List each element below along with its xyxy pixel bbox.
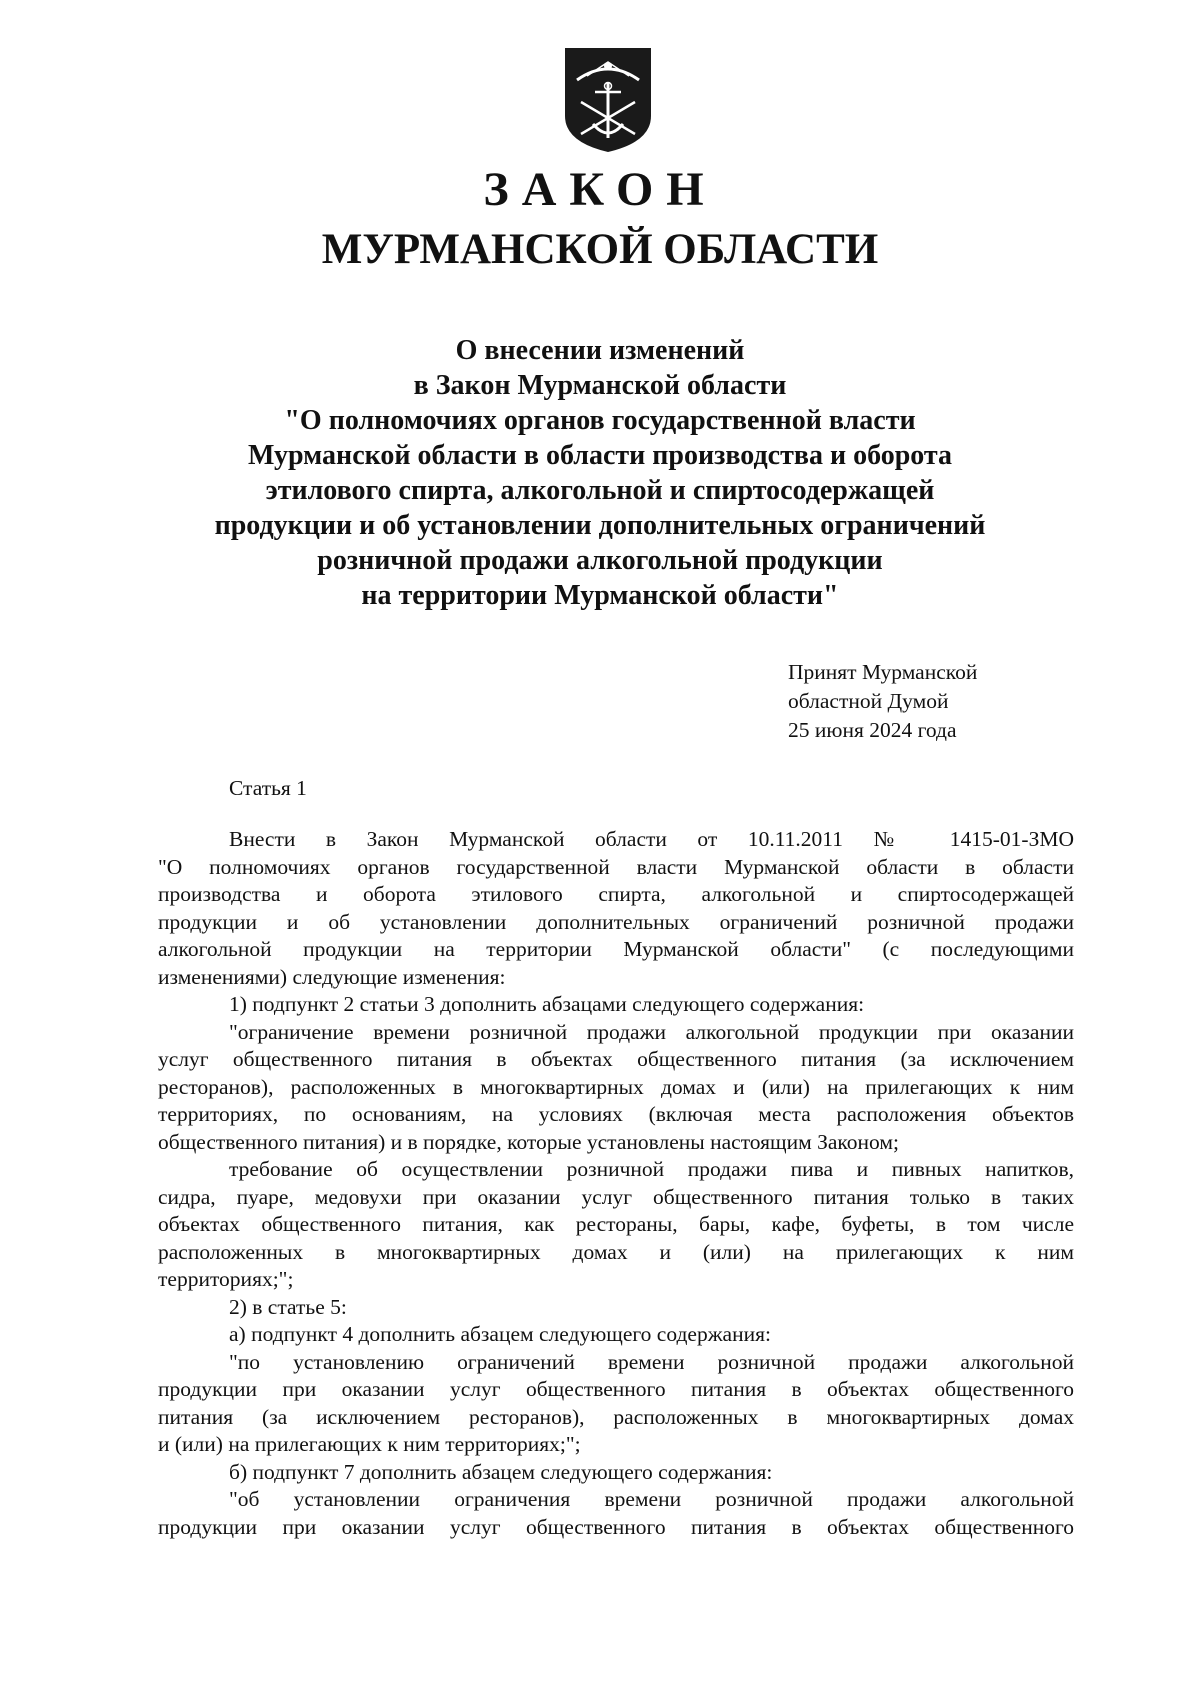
body-line: требование об осуществлении розничной продажи пива и пивных напитков, [229, 1157, 1074, 1181]
subtitle-line: Мурманской области в области производства и оборота [247, 440, 953, 471]
body-line: продукции и об установлении дополнительных ограничений розничной продажи [158, 909, 1074, 934]
subtitle-line: розничной продажи алкогольной продукции [317, 545, 883, 576]
body-line: сидра, пуаре, медовухи при оказании услуг общественного питания только в таких [158, 1184, 1074, 1209]
body-line: "об установлении ограничения времени розничной продажи алкогольной [229, 1487, 1074, 1511]
subtitle-line: О внесении изменений [455, 335, 745, 366]
subtitle-line: продукции и об установлении дополнительных ограничений [214, 510, 986, 541]
subtitle-line: на территории Мурманской области" [361, 580, 839, 611]
subtitle-line: этилового спирта, алкогольной и спиртосодержащей [265, 475, 935, 506]
adoption-date: 25 июня 2024 года [788, 718, 957, 742]
murmansk-coat-of-arms-icon [563, 46, 653, 154]
article-heading: Статья 1 [229, 776, 307, 800]
article-body [158, 826, 1074, 1541]
subtitle-line: в Закон Мурманской области [413, 370, 787, 401]
body-line: и (или) на прилегающих к ним территориях;"; [158, 1432, 581, 1456]
document-title: ЗАКОН [483, 163, 717, 216]
body-line: территориях, по основаниям, на условиях (включая места расположения объектов [158, 1102, 1074, 1126]
body-line: изменениями) следующие изменения: [158, 964, 506, 989]
body-line: Внести в Закон Мурманской области от 10.11.2011 № 1415-01-ЗМО [229, 827, 1074, 851]
adoption-line: Принят Мурманской [788, 660, 978, 684]
subtitle-line: "О полномочиях органов государственной власти [284, 405, 916, 436]
body-line: б) подпункт 7 дополнить абзацем следующего содержания: [229, 1459, 773, 1484]
body-line: "по установлению ограничений времени розничной продажи алкогольной [229, 1349, 1074, 1374]
body-line: "ограничение времени розничной продажи алкогольной продукции при оказании [229, 1019, 1074, 1044]
body-line: ресторанов), расположенных в многоквартирных домах и (или) на прилегающих к ним [158, 1074, 1074, 1099]
body-line: общественного питания) и в порядке, которые установлены настоящим Законом; [158, 1129, 899, 1154]
body-line: питания (за исключением ресторанов), расположенных в многоквартирных домах [158, 1404, 1074, 1429]
body-line: алкогольной продукции на территории Мурманской области" (с последующими [158, 937, 1074, 961]
body-line: 2) в статье 5: [229, 1294, 347, 1319]
body-line: а) подпункт 4 дополнить абзацем следующего содержания: [229, 1322, 771, 1346]
body-line: продукции при оказании услуг общественного питания в объектах общественного [158, 1514, 1074, 1539]
body-line: производства и оборота этилового спирта, алкогольной и спиртосодержащей [158, 882, 1074, 906]
body-line: продукции при оказании услуг общественного питания в объектах общественного [158, 1377, 1074, 1401]
law-subtitle [140, 333, 1060, 613]
body-line: объектах общественного питания, как рестораны, бары, кафе, буфеты, в том числе [158, 1212, 1074, 1236]
adoption-line: областной Думой [788, 689, 949, 713]
body-line: территориях;"; [158, 1267, 294, 1291]
body-line: 1) подпункт 2 статьи 3 дополнить абзацами следующего содержания: [229, 992, 865, 1016]
body-line: услуг общественного питания в объектах общественного питания (за исключением [158, 1047, 1074, 1071]
adoption-note [788, 658, 977, 745]
document-title-region: МУРМАНСКОЙ ОБЛАСТИ [321, 226, 879, 273]
body-line: "О полномочиях органов государственной власти Мурманской области в области [158, 854, 1074, 879]
body-line: расположенных в многоквартирных домах и (или) на прилегающих к ним [158, 1239, 1074, 1264]
